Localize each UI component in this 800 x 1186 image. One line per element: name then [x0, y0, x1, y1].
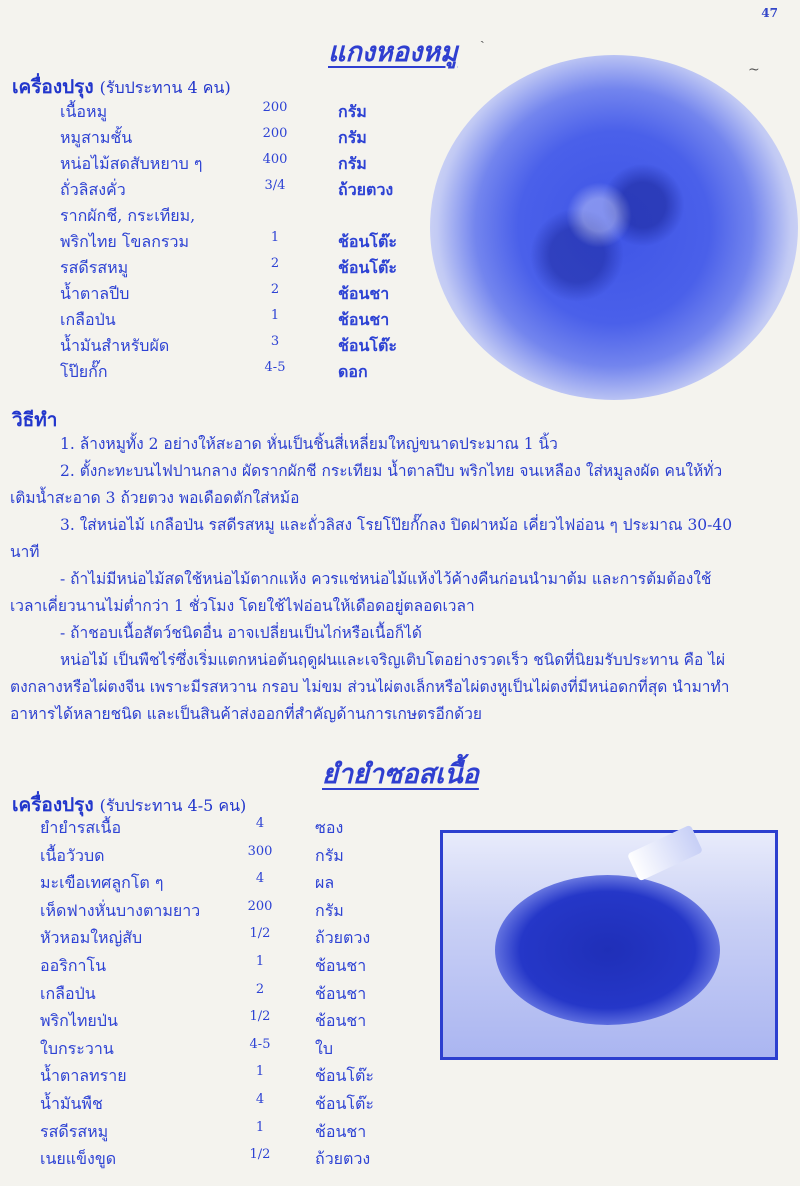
ingredient-name: รสดีรสหมู: [60, 258, 129, 277]
ingredient-name: เนยแข็งขูด: [40, 1149, 117, 1169]
ingredient-qty: 1: [270, 230, 280, 245]
ingredient-name: ใบกระวาน: [40, 1038, 114, 1058]
ingredient-qty: 3: [270, 334, 280, 349]
method-line: 1. ล้างหมูทั้ง 2 อย่างให้สะอาด หั่นเป็นชิ้นสี่เหลี่ยมใหญ่ขนาดประมาณ 1 นิ้ว: [60, 435, 558, 453]
ingredient-name: พริกไทย โขลกรวม: [60, 232, 190, 251]
ingredient-name: น้ำมันพืช: [40, 1094, 103, 1113]
ingredient-unit: ถ้วยตวง: [338, 180, 394, 199]
ingredient-qty: 4: [255, 816, 265, 831]
ingredient-row: [40, 816, 420, 841]
ingredient-qty: 1: [270, 308, 280, 323]
ingredient-name: ถั่วลิสงคั่ว: [60, 180, 126, 199]
ingredient-row: [40, 954, 420, 979]
recipe2-servings: (รับประทาน 4-5 คน): [99, 796, 247, 815]
ingredient-unit: ใบ: [315, 1038, 333, 1058]
ingredient-name: เนื้อหมู: [60, 102, 108, 121]
ingredient-unit: ดอก: [338, 362, 368, 381]
method-line: อาหารได้หลายชนิด และเป็นสินค้าส่งออกที่สำคัญด้านการเกษตรอีกด้วย: [10, 705, 483, 723]
ingredient-name: เห็ดฟางหั่นบางตามยาว: [40, 900, 201, 920]
scan-mark: ~: [748, 62, 760, 78]
ingredient-qty: 200: [247, 898, 273, 914]
ingredient-row: [40, 1092, 420, 1117]
ingredient-row: [40, 1147, 420, 1172]
ingredient-row: [40, 1120, 420, 1145]
ingredient-name: น้ำตาลทราย: [40, 1066, 127, 1086]
recipe1-title: แกงหองหมู: [328, 37, 458, 68]
ingredient-unit: กรัม: [338, 154, 367, 173]
method-line: 2. ตั้งกะทะบนไฟปานกลาง ผัดรากผักชี กระเทียม น้ำตาลปีบ พริกไทย จนเหลือง ใส่หมูลงผัด คนให้ทั่ว: [60, 462, 723, 480]
ingredient-unit: ถ้วยตวง: [315, 1149, 371, 1169]
ingredient-row: [60, 100, 440, 125]
ingredient-qty: 400: [262, 152, 288, 167]
ingredient-qty: 1/2: [249, 1009, 271, 1025]
ingredient-unit: ช้อนชา: [338, 310, 390, 329]
ingredient-name: หน่อไม้สดสับหยาบ ๆ: [60, 154, 203, 173]
ingredient-unit: ช้อนชา: [315, 1011, 367, 1031]
ingredient-unit: กรัม: [315, 900, 344, 920]
ingredient-row: [60, 126, 440, 151]
page-number: 47: [761, 6, 778, 20]
ingredient-qty: 300: [247, 843, 273, 859]
recipe1-ingredients-heading: เครื่องปรุง (รับประทาน 4 คน): [12, 76, 231, 98]
ingredient-row: [60, 152, 440, 177]
ingredient-qty: 4-5: [249, 1036, 271, 1052]
ingredient-unit: กรัม: [315, 845, 344, 865]
ingredient-row: [40, 1009, 420, 1034]
ingredient-qty: 2: [270, 256, 280, 271]
ingredient-name: ออริกาโน: [40, 956, 107, 975]
ingredient-unit: ช้อนโต๊ะ: [338, 336, 397, 355]
ingredient-qty: 200: [262, 100, 288, 115]
ingredient-name: โป๊ยกั๊ก: [60, 362, 108, 381]
recipe2-photo: [440, 830, 778, 1060]
ingredient-qty: 1/2: [249, 926, 271, 942]
ingredient-unit: กรัม: [338, 102, 367, 121]
method-line: ตงกลางหรือไผ่ตงจีน เพราะมีรสหวาน กรอบ ไม่ขม ส่วนไผ่ตงเล็กหรือไผ่ตงหูเป็นไผ่ตงที่มีหน่อดกที่สุด นำมาทำ: [10, 678, 730, 696]
ingredient-qty: 4: [255, 1092, 265, 1107]
ingredient-unit: ช้อนโต๊ะ: [315, 1094, 374, 1113]
ingredient-unit: ช้อนชา: [315, 983, 367, 1003]
ingredient-unit: ผล: [315, 873, 335, 893]
ingredient-name: มะเขือเทศลูกโต ๆ: [40, 873, 164, 893]
ingredient-row: [60, 282, 440, 307]
ingredient-row: [60, 204, 440, 229]
recipe1-method-heading: วิธีทำ: [12, 409, 58, 431]
ingredient-unit: ช้อนชา: [338, 284, 390, 303]
ingredient-row: [60, 230, 440, 255]
ingredient-qty: 2: [255, 981, 265, 997]
ingredient-qty: 1: [255, 954, 265, 969]
recipe2-title: ยำยำซอสเนื้อ: [322, 759, 479, 790]
ingredient-row: [40, 871, 420, 896]
ingredient-qty: 4: [255, 871, 265, 887]
ingredient-row: [60, 334, 440, 359]
ingredient-name: เกลือป่น: [60, 310, 116, 329]
ingredient-unit: กรัม: [338, 128, 367, 147]
ingredient-name: หัวหอมใหญ่สับ: [40, 928, 143, 948]
ingredient-name: น้ำมันสำหรับผัด: [60, 336, 170, 355]
ingredient-qty: 1/2: [249, 1147, 271, 1163]
method-line: - ถ้าไม่มีหน่อไม้สดใช้หน่อไม้ตากแห้ง ควรแช่หน่อไม้แห้งไว้ค้างคืนก่อนนำมาต้ม และการต้มต้องใช้: [60, 570, 712, 588]
ingredient-row: [40, 982, 420, 1007]
method-line: นาที: [10, 543, 40, 561]
ingredient-name: หมูสามชั้น: [60, 128, 133, 147]
ingredient-row: [40, 844, 420, 869]
ingredient-name: รากผักชี, กระเทียม,: [60, 206, 196, 225]
ingredient-qty: 1: [255, 1064, 265, 1080]
recipe2-ingredients-heading: เครื่องปรุง (รับประทาน 4-5 คน): [12, 794, 247, 816]
recipe1-photo: [430, 55, 798, 400]
ingredient-unit: ถ้วยตวง: [315, 928, 371, 948]
ingredient-row: [40, 899, 420, 924]
ingredient-row: [60, 178, 440, 203]
ingredient-name: รสดีรสหมู: [40, 1121, 109, 1141]
ingredient-qty: 1: [255, 1119, 265, 1135]
ingredient-row: [40, 926, 420, 951]
method-line: หน่อไม้ เป็นพืชไร่ซึ่งเริ่มแตกหน่อต้นฤดูฝนและเจริญเติบโตอย่างรวดเร็ว ชนิดที่นิยมรับประทาน คือ ไผ่: [60, 651, 726, 669]
method-line: เติมน้ำสะอาด 3 ถ้วยตวง พอเดือดตักใส่หม้อ: [10, 489, 300, 507]
ingredient-unit: ช้อนชา: [315, 1121, 367, 1141]
ingredient-unit: ช้อนชา: [315, 956, 367, 975]
ingredient-name: พริกไทยป่น: [40, 1011, 118, 1031]
ingredient-name: น้ำตาลปีบ: [60, 284, 130, 303]
method-line: - ถ้าชอบเนื้อสัตว์ชนิดอื่น อาจเปลี่ยนเป็นไก่หรือเนื้อก็ได้: [60, 624, 422, 642]
ingredient-qty: 2: [270, 282, 280, 297]
ingredient-name: เนื้อวัวบด: [40, 845, 105, 865]
ingredient-qty: 200: [262, 126, 288, 141]
ingredient-row: [40, 1037, 420, 1062]
ingredient-row: [60, 308, 440, 333]
ingredient-unit: ช้อนโต๊ะ: [338, 258, 397, 277]
scan-mark: ˏ: [480, 28, 485, 44]
method-line: 3. ใส่หน่อไม้ เกลือป่น รสดีรสหมู และถั่วลิสง โรยโป๊ยกั๊กลง ปิดฝาหม้อ เคี่ยวไฟอ่อน ๆ ประมาณ 30-40: [60, 516, 733, 534]
method-line: เวลาเคี่ยวนานไม่ต่ำกว่า 1 ชั่วโมง โดยใช้ไฟอ่อนให้เดือดอยู่ตลอดเวลา: [10, 597, 475, 615]
ingredient-unit: ซอง: [315, 818, 344, 837]
ingredient-unit: ช้อนโต๊ะ: [338, 232, 397, 251]
ingredient-row: [60, 360, 440, 385]
ingredient-unit: ช้อนโต๊ะ: [315, 1066, 374, 1086]
ingredient-qty: 4-5: [264, 360, 286, 375]
recipe1-servings: (รับประทาน 4 คน): [99, 78, 231, 97]
ingredient-name: เกลือป่น: [40, 983, 96, 1003]
ingredient-row: [40, 1064, 420, 1089]
ingredient-name: ยำยำรสเนื้อ: [40, 818, 122, 837]
ingredient-row: [60, 256, 440, 281]
ingredient-qty: 3/4: [264, 178, 286, 193]
